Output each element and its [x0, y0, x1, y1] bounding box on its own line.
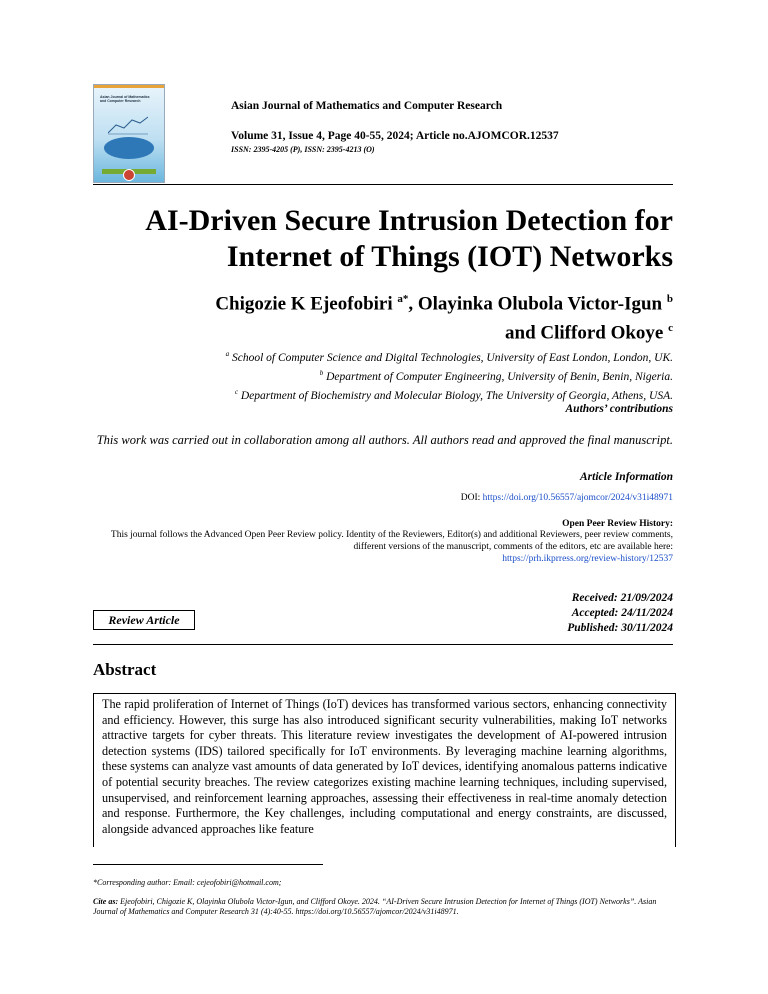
received-date: Received: 21/09/2024 — [571, 592, 673, 604]
doi-line — [93, 493, 673, 503]
citation — [93, 897, 673, 917]
section-divider — [93, 644, 673, 645]
peer-review-text: This journal follows the Advanced Open Peer Review policy. Identity of the Reviewers, Editor(s) and additional Reviewers, peer review comments, different versions of the manuscript, comments of the editors, etc are available here: — [110, 530, 673, 552]
article-type-badge: Review Article — [93, 610, 195, 630]
cover-graph-icon — [108, 115, 148, 135]
volume-info: Volume 31, Issue 4, Page 40-55, 2024; Article no.AJOMCOR.12537 — [231, 130, 559, 142]
issn-info: ISSN: 2395-4205 (P), ISSN: 2395-4213 (O) — [231, 145, 375, 154]
affiliation-item: $^a$ School of Computer Science and Digital Technologies, University of East London, London, UK. — [225, 350, 673, 364]
article-title — [93, 203, 673, 275]
contributions-label: Authors’ contributions — [565, 403, 673, 415]
accepted-date: Accepted: 24/11/2024 — [571, 607, 673, 619]
affiliation-item: $^c$ Department of Biochemistry and Molecular Biology, The University of Georgia, Athens, USA. — [234, 387, 673, 402]
abstract-heading: Abstract — [93, 660, 157, 679]
article-title-line2: Internet of Things (IOT) Networks — [226, 240, 673, 273]
published-date: Published: 30/11/2024 — [567, 622, 673, 634]
author-name: Clifford Okoye — [540, 322, 664, 344]
journal-name: Asian Journal of Mathematics and Computer Research — [231, 100, 503, 112]
author-marker: c — [668, 322, 673, 335]
corresponding-author: *Corresponding author: Email: cejeofobiri@hotmail.com; — [93, 878, 282, 887]
cover-globe-shape — [104, 137, 154, 159]
peer-review-link[interactable]: https://prh.ikprress.org/review-history/12537 — [502, 554, 673, 564]
article-title-line1: AI-Driven Secure Intrusion Detection for — [145, 204, 673, 237]
author-list: Chigozie K Ejeofobiri $^{a*}$, Olayinka Olubola Victor-Igun $^b$ and Clifford Okoye $^c$ — [215, 293, 673, 344]
abstract-text: The rapid proliferation of Internet of Things (IoT) devices has transformed various sectors, enhancing connectivity and efficiency. However, this surge has also introduced significant security vulnerabilities, making IoT networks attractive targets for cyber threats. This literature review investigates the development of AI-powered intrusion detection systems (IDS) tailored specifically for IoT environments. By leveraging machine learning algorithms, these systems can analyze vast amounts of data generated by IoT devices, identifying anomalous patterns indicative of potential security breaches. The review categorizes existing machine learning techniques, including supervised, unsupervised, and reinforcement learning approaches, assessing their effectiveness in real-time anomaly detection and response. Furthermore, the Key challenges, including computational and energy constraints, are discussed, alongside advanced approaches like feature — [93, 693, 676, 847]
cover-title: Asian Journal of Mathematics and Computer Research — [100, 95, 150, 103]
author-marker: a* — [397, 293, 409, 305]
affiliations — [93, 347, 673, 403]
footnote-divider — [93, 864, 323, 865]
contributions-text: This work was carried out in collaboration among all authors. All authors read and approved the final manuscript. — [96, 433, 673, 447]
peer-review-label: Open Peer Review History: — [562, 519, 673, 529]
author-marker: b — [666, 293, 673, 305]
article-information-label: Article Information — [580, 471, 673, 483]
citation-text: Ejeofobiri, Chigozie K, Olayinka Olubola Victor-Igun, and Clifford Okoye. 2024. “AI-Driven Secure Intrusion Detection for Internet of Things (IOT) Networks”. Asian Journal of Mathematics and Computer Research 31 (4):40-55. https://doi.org/10.56557/ajomcor/2024/v31i48971. — [93, 897, 657, 916]
doi-link[interactable]: https://doi.org/10.56557/ajomcor/2024/v31i48971 — [482, 493, 673, 503]
citation-label: Cite as: — [93, 897, 119, 906]
doi-prefix: DOI: — [460, 493, 483, 503]
cover-logo-icon — [123, 169, 135, 181]
author-name: Chigozie K Ejeofobiri — [215, 293, 393, 315]
affiliation-item: $^b$ Department of Computer Engineering, University of Benin, Benin, Nigeria. — [319, 368, 673, 383]
header-divider — [93, 184, 673, 185]
journal-cover-image — [93, 84, 165, 183]
cover-top-band — [94, 85, 164, 88]
author-name: Olayinka Olubola Victor-Igun — [417, 293, 663, 315]
